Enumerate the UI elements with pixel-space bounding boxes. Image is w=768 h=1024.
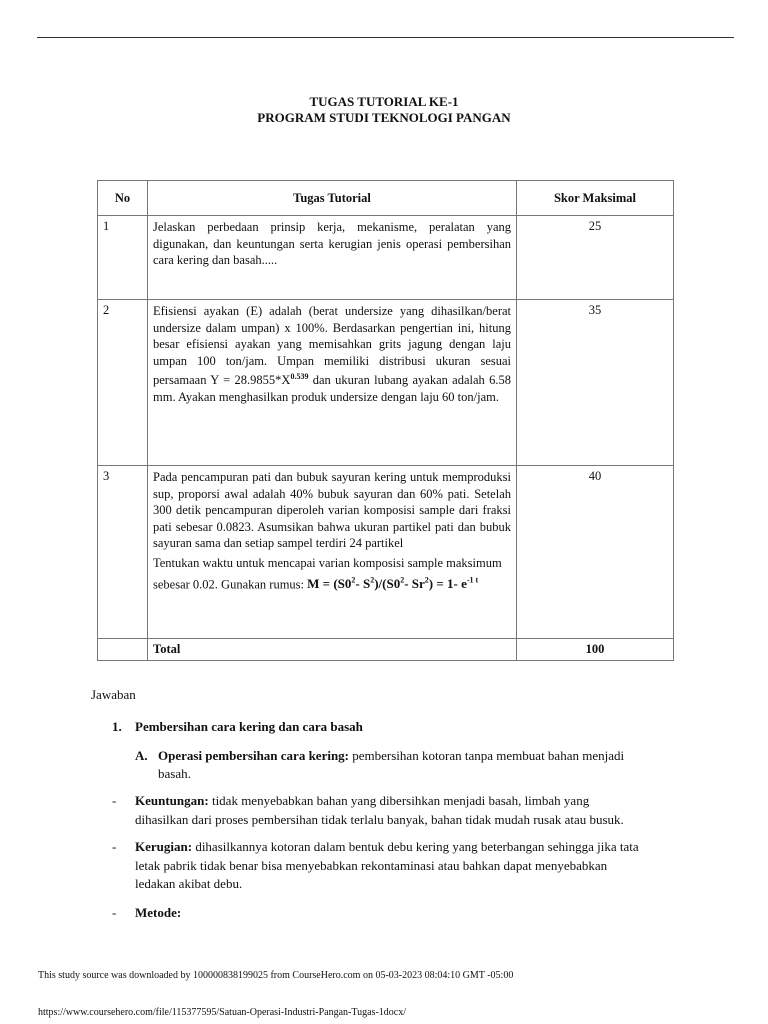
top-rule (37, 37, 734, 38)
task-table (97, 180, 674, 661)
disadvantage-text: Kerugian: dihasilkannya kotoran dalam bentuk debu kering yang beterbangan sehingga jika tata (135, 839, 639, 854)
doc-subtitle: PROGRAM STUDI TEKNOLOGI PANGAN (257, 110, 511, 125)
doc-title: TUGAS TUTORIAL KE-1 (309, 94, 459, 109)
total-label: Total (148, 639, 517, 661)
total-value: 100 (517, 639, 674, 661)
row-task: Jelaskan perbedaan prinsip kerja, mekanisme, peralatan yang digunakan, dan keuntungan serta kerugian jenis operasi pembersihan cara kering dan basah..... (148, 216, 517, 300)
subsection-a: Operasi pembersihan cara kering: pembersihan kotoran tanpa membuat bahan menjadi (158, 748, 625, 763)
header-no: No (98, 181, 148, 216)
row-task (148, 300, 517, 466)
total-empty (98, 639, 148, 661)
subsection-a-cont: basah. (158, 766, 191, 781)
row-score: 25 (517, 216, 674, 300)
section-heading: Pembersihan cara kering dan cara basah (135, 719, 363, 734)
bullet-dash: - (112, 793, 117, 808)
header-score: Skor Maksimal (517, 181, 674, 216)
row-no: 1 (98, 216, 148, 300)
row-no: 2 (98, 300, 148, 466)
row-task-text-b: dan ukuran lubang ayakan adalah 6.58 mm. Ayakan menghasilkan produk undersize dengan laju 60 ton/jam. (153, 373, 511, 404)
row-no: 3 (98, 466, 148, 639)
source-url[interactable]: https://www.coursehero.com/file/115377595/Satuan-Operasi-Industri-Pangan-Tugas-1docx/ (38, 1007, 406, 1018)
total-row (98, 639, 674, 661)
table-header-row (98, 181, 674, 216)
row-score: 40 (517, 466, 674, 639)
bullet-dash: - (112, 905, 117, 920)
disadvantage-text-cont2: ledakan akibat debu. (135, 876, 243, 891)
exponent: 0.539 (290, 372, 309, 381)
row-score: 35 (517, 300, 674, 466)
table-row (98, 216, 674, 300)
table-row (98, 300, 674, 466)
header-task: Tugas Tutorial (148, 181, 517, 216)
download-notice: This study source was downloaded by 100000838199025 from CourseHero.com on 05-03-2023 08:04:10 GMT -05:00 (38, 970, 514, 981)
table-row (98, 466, 674, 639)
advantage-text: Keuntungan: tidak menyebabkan bahan yang dibersihkan menjadi basah, limbah yang (135, 793, 590, 808)
row-task-text: Pada pencampuran pati dan bubuk sayuran kering untuk memproduksi sup, proporsi awal adalah 40% bubuk sayuran dan 60% pati. Setelah 300 detik pencampuran diperoleh varian komposisi sample dari fraksi pati sebesar 0.0823. Asumsikan bahwa ukuran partikel pati dan bubuk sayuran sama dan setiap sampel terdiri 24 partikel (153, 470, 511, 550)
disadvantage-text-cont: letak pabrik tidak benar bisa menyebabkan rekontaminasi atau bahkan dapat menyebabkan (135, 858, 608, 873)
row-task-text-a: Efisiensi ayakan (E) adalah (berat undersize yang dihasilkan/berat undersize dalam umpan) x 100%. Berdasarkan pengertian ini, hitung besar efisiensi ayakan yang memisahkan grits jagung dengan laju umpan 100 ton/jam. Umpan memiliki distribusi ukuran sesuai persamaan Y = 28.9855*X (153, 304, 511, 388)
row-task (148, 466, 517, 639)
section-number: 1. (112, 719, 122, 734)
answer-label: Jawaban (91, 687, 136, 702)
formula: $M = (S0^2-$ $S^2)/(S0^2-$ $Sr^2) = 1-$ $e^{-1 t}$ (307, 575, 479, 591)
advantage-text-cont: dihasilkan dari proses pembersihan tidak terlalu banyak, bahan tidak mudah rusak atau busuk. (135, 812, 624, 827)
subsection-letter: A. (135, 748, 148, 763)
row-task-note (153, 554, 511, 593)
bullet-dash: - (112, 839, 117, 854)
method-heading: Metode: (135, 905, 182, 920)
note-text: Tentukan waktu untuk mencapai varian komposisi sample maksimum sebesar 0.02. Gunakan rumus: (153, 555, 502, 591)
